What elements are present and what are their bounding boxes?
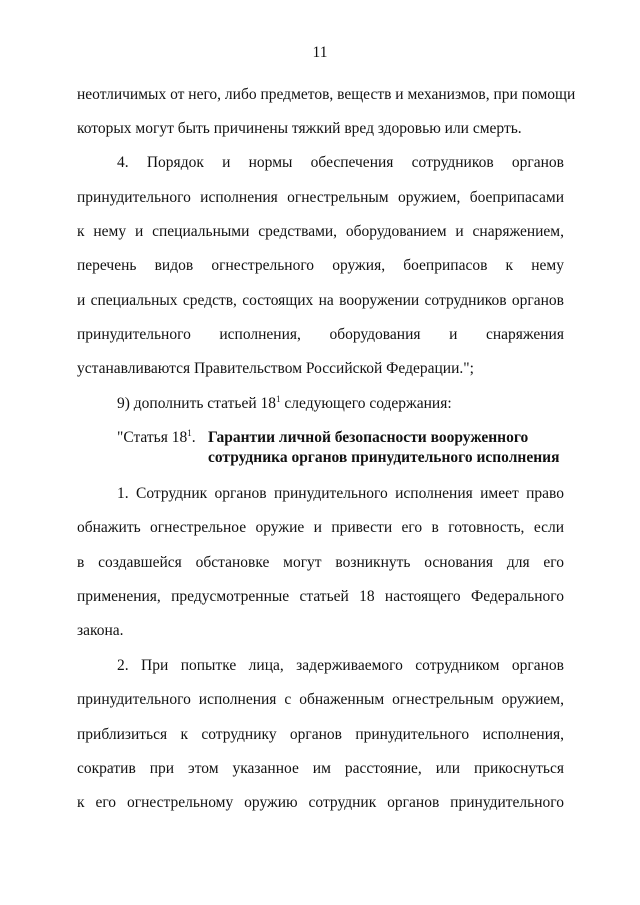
article-label	[117, 428, 196, 448]
text-line: которых могут быть причинены тяжкий вред здоровью или смерть.	[77, 120, 522, 137]
text-line: и специальных средств, состоящих на вооружении сотрудников органов	[77, 292, 564, 309]
article-title-line-1: Гарантии личной безопасности вооруженного	[208, 429, 529, 446]
article-title-line-2: сотрудника органов принудительного исполнения	[208, 449, 560, 466]
text-line: устанавливаются Правительством Российской Федерации.";	[77, 360, 474, 377]
text-line: принудительного исполнения с обнаженным огнестрельным оружием,	[77, 691, 564, 708]
text-fragment: "Статья 18	[117, 429, 188, 446]
text-line: перечень видов огнестрельного оружия, боеприпасов к нему	[77, 257, 564, 274]
text-line: неотличимых от него, либо предметов, веществ и механизмов, при помощи	[77, 86, 576, 103]
text-line: принудительного исполнения огнестрельным оружием, боеприпасами	[77, 189, 564, 206]
superscript: 1	[187, 428, 192, 438]
text-line: 2. При попытке лица, задерживаемого сотрудником органов	[117, 657, 564, 674]
text-line: сократив при этом указанное им расстояние, или прикоснуться	[77, 760, 564, 777]
text-line: к его огнестрельному оружию сотрудник органов принудительного	[77, 794, 564, 811]
superscript: 1	[276, 394, 281, 404]
text-line	[117, 394, 564, 414]
text-line: обнажить огнестрельное оружие и привести его в готовность, если	[77, 519, 564, 536]
text-fragment: следующего содержания:	[280, 395, 452, 412]
text-line: 4. Порядок и нормы обеспечения сотрудников органов	[117, 154, 564, 171]
text-line: в создавшейся обстановке могут возникнуть основания для его	[77, 554, 564, 571]
text-line: к нему и специальными средствами, оборудованием и снаряжением,	[77, 223, 564, 240]
text-line: принудительного исполнения, оборудования и снаряжения	[77, 326, 564, 343]
text-line: приблизиться к сотруднику органов принудительного исполнения,	[77, 726, 564, 743]
text-line: 1. Сотрудник органов принудительного исполнения имеет право	[117, 485, 564, 502]
text-line: применения, предусмотренные статьей 18 настоящего Федерального	[77, 588, 564, 605]
text-line: закона.	[77, 622, 124, 639]
page-number: 11	[312, 44, 328, 61]
text-fragment: 9) дополнить статьей 18	[117, 395, 277, 412]
text-fragment: .	[191, 429, 196, 446]
